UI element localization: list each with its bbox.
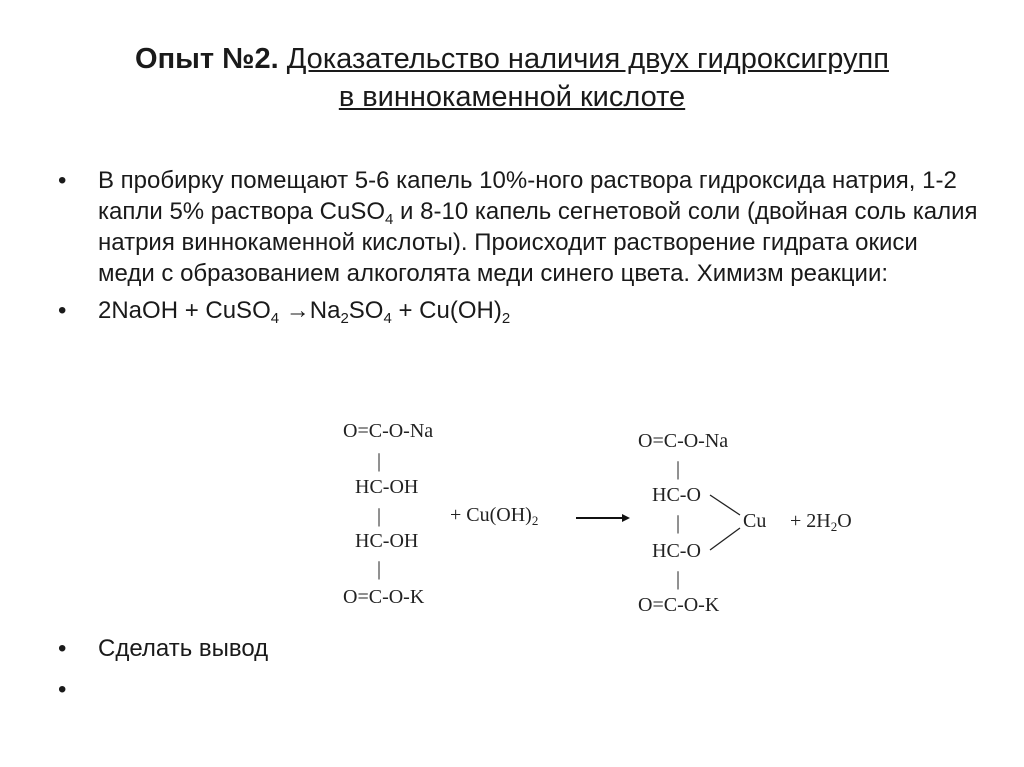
eq-sub: 4 bbox=[383, 310, 392, 327]
right-row-3: HC-O bbox=[652, 540, 701, 562]
bullet-list-bottom bbox=[58, 633, 978, 705]
eq-sub: 2 bbox=[501, 310, 511, 327]
eq-sub: 2 bbox=[340, 310, 349, 327]
bond-bar: | bbox=[676, 568, 681, 590]
eq-sub: 4 bbox=[270, 310, 280, 327]
bullet-marker: • bbox=[58, 676, 67, 703]
bond-bar: | bbox=[676, 512, 681, 534]
title-text-2: в виннокаменной кислоте bbox=[338, 81, 686, 113]
reagent-text: + Cu(OH) bbox=[450, 504, 532, 526]
right-row-4: O=C-O-K bbox=[638, 594, 720, 616]
o-cu-bond-lower bbox=[710, 528, 740, 550]
conclusion-text: Сделать вывод bbox=[98, 635, 269, 662]
o-cu-bond-upper bbox=[710, 495, 740, 515]
left-row-3: HC-OH bbox=[355, 530, 419, 552]
bullet-empty bbox=[58, 674, 978, 705]
left-row-1: O=C-O-Na bbox=[343, 420, 434, 442]
water-sub: 2 bbox=[830, 519, 838, 534]
right-row-1: O=C-O-Na bbox=[638, 430, 729, 452]
procedure-sub: 4 bbox=[385, 211, 394, 228]
water-text: + 2H bbox=[790, 510, 831, 532]
bond-bar: | bbox=[377, 505, 382, 527]
experiment-number: Опыт №2. bbox=[135, 43, 279, 75]
procedure-text-b: и 8-10 капель сегнетовой соли (двойная соль калия натрия виннокаменной кислоты). Происходит растворение гидрата окиси меди с образованием алкоголята меди синего цвета. Химизм реакции: bbox=[98, 198, 978, 287]
eq-part: 2NaOH + CuSO bbox=[98, 297, 271, 324]
title-text-1: Доказательство наличия двух гидроксигрупп bbox=[286, 43, 889, 75]
bond-bar: | bbox=[377, 450, 382, 472]
bond-bar: | bbox=[676, 458, 681, 480]
bullet-marker: • bbox=[58, 297, 67, 324]
bullet-marker: • bbox=[58, 167, 67, 194]
eq-part: SO bbox=[348, 297, 384, 324]
bond-bar: | bbox=[377, 558, 382, 580]
copper-atom: Cu bbox=[743, 510, 767, 532]
left-row-2: HC-OH bbox=[355, 476, 419, 498]
bullet-marker: • bbox=[58, 635, 67, 662]
reaction-arrow: → bbox=[285, 297, 310, 324]
eq-part: Na bbox=[309, 297, 341, 324]
scheme-arrow-head bbox=[622, 514, 630, 522]
left-row-4: O=C-O-K bbox=[343, 586, 425, 608]
eq-part: + Cu(OH) bbox=[391, 297, 502, 324]
water-text: O bbox=[837, 510, 852, 532]
right-row-2: HC-O bbox=[652, 484, 701, 506]
reagent-sub: 2 bbox=[531, 513, 539, 528]
procedure-text-a: В пробирку помещают 5-6 капель 10%-ного раствора гидроксида натрия, 1-2 капли 5% раствора CuSO bbox=[98, 167, 957, 225]
bullet-conclusion bbox=[58, 633, 978, 664]
